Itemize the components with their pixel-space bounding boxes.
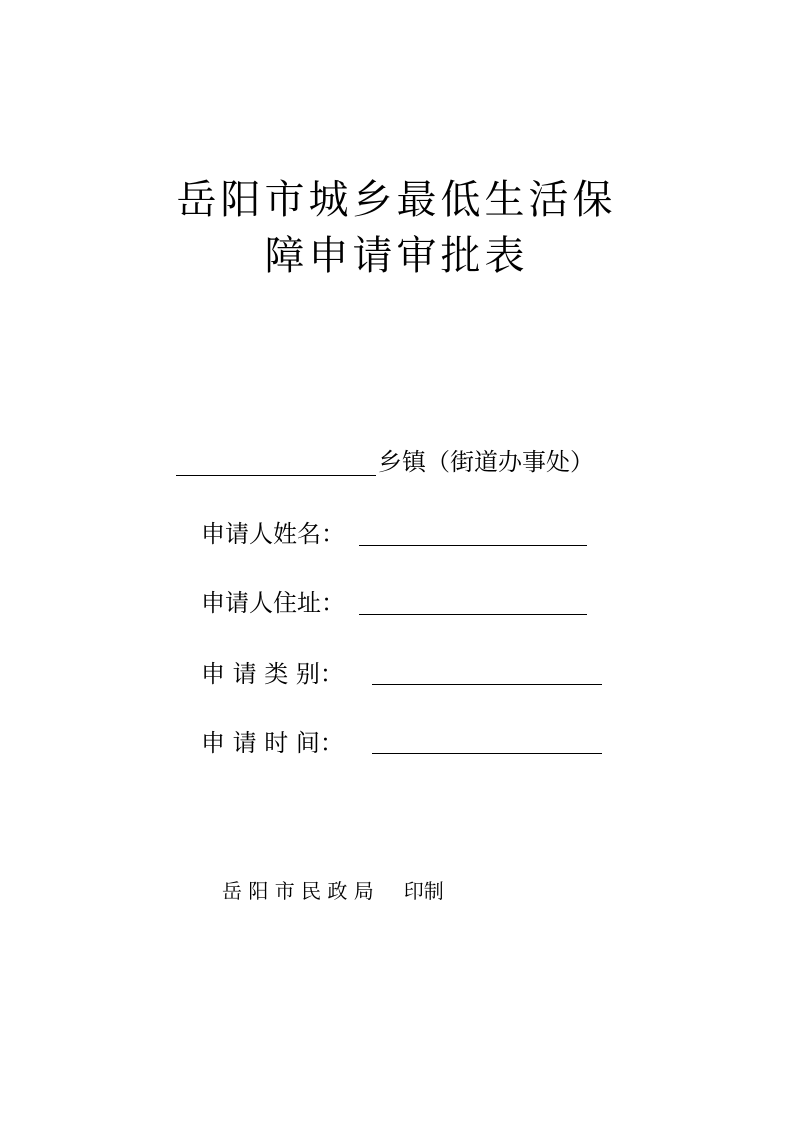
- issuer-footer: [222, 877, 444, 905]
- application-date-label: 申 请 时 间：: [201, 729, 344, 757]
- application-category-field[interactable]: [372, 684, 602, 685]
- applicant-name-label: 申请人姓名：: [201, 520, 345, 548]
- township-input-line[interactable]: [176, 475, 376, 476]
- township-suffix-label: 乡镇（街道办事处）: [378, 448, 594, 476]
- application-category-label: 申 请 类 别：: [201, 660, 344, 688]
- issuer-name: 岳 阳 市 民 政 局: [222, 879, 374, 903]
- print-label: 印制: [403, 879, 444, 903]
- document-title-line-2: 障申请审批表: [264, 233, 529, 279]
- applicant-name-field[interactable]: [359, 545, 587, 546]
- applicant-address-field[interactable]: [359, 614, 587, 615]
- applicant-address-label: 申请人住址：: [201, 589, 345, 617]
- application-date-field[interactable]: [372, 753, 602, 754]
- document-title-line-1: 岳阳市城乡最低生活保: [176, 177, 617, 223]
